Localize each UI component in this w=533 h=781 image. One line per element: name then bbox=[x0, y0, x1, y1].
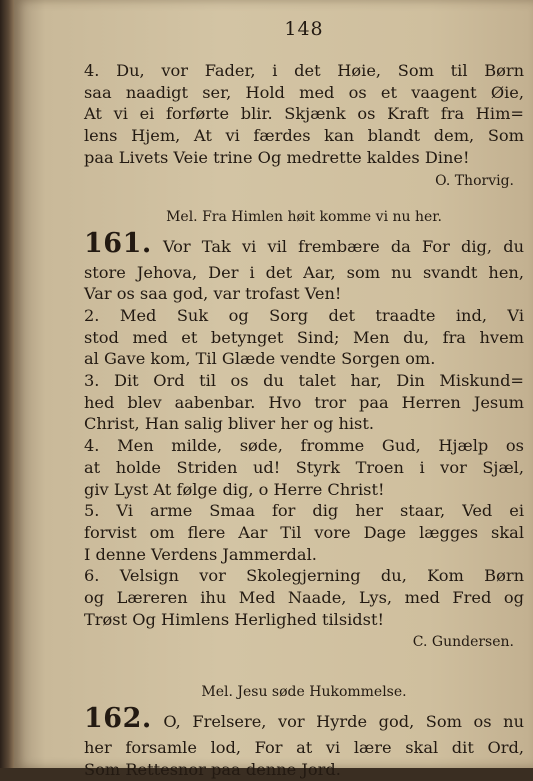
hymn-162 bbox=[84, 680, 524, 780]
verse-line: Christ, Han salig bliver her og hist. bbox=[84, 414, 375, 434]
verse-line: hed blev aabenbar. Hvo tror paa Herren Jesum bbox=[84, 392, 524, 412]
author-signature: C. Gundersen. bbox=[412, 634, 514, 651]
verse-line: Var os saa god, var trofast Ven! bbox=[84, 284, 342, 304]
hymn-number: 162. bbox=[84, 703, 152, 735]
melody-note: Mel. Jesu søde Hukommelse. bbox=[201, 684, 407, 701]
verse-line: 4. Men milde, søde, fromme Gud, Hjælp os bbox=[84, 436, 524, 456]
verse-line: 3. Dit Ord til os du talet har, Din Miskund= bbox=[84, 371, 524, 391]
verse-line: Som Rettesnor paa denne Jord. bbox=[84, 760, 341, 780]
verse-line: forvist om flere Aar Til vore Dage lægges skal bbox=[84, 522, 524, 542]
verse-line: her forsamle lod, For at vi lære skal dit Ord, bbox=[84, 738, 524, 758]
verse-line: 4. Du, vor Fader, i det Høie, Som til Børn bbox=[84, 61, 524, 80]
verse-line: At vi ei forførte blir. Skjænk os Kraft fra Him= bbox=[84, 104, 524, 124]
hymn-first-line bbox=[84, 704, 524, 737]
melody-note: Mel. Fra Himlen høit komme vi nu her. bbox=[166, 208, 442, 225]
page-number: 148 bbox=[284, 18, 324, 40]
verse-line: saa naadigt ser, Hold med os et vaagent Øie, bbox=[84, 82, 524, 102]
verse-line: store Jehova, Der i det Aar, som nu svandt hen, bbox=[84, 262, 524, 282]
verse-line: paa Livets Veie trine Og medrette kaldes Dine! bbox=[84, 147, 470, 167]
book-spine bbox=[0, 0, 14, 768]
book-page bbox=[14, 0, 533, 780]
verse-line: giv Lyst At følge dig, o Herre Christ! bbox=[84, 479, 385, 499]
hymn-number: 161. bbox=[84, 227, 152, 259]
verse-line: stod med et betynget Sind; Men du, fra hvem bbox=[84, 327, 524, 347]
verse-line: lens Hjem, At vi færdes kan blandt dem, Som bbox=[84, 126, 524, 146]
hymn-161 bbox=[84, 205, 524, 655]
author-signature: O. Thorvig. bbox=[435, 172, 514, 189]
verse-line: at holde Striden ud! Styrk Troen i vor Sjæl, bbox=[84, 457, 524, 477]
first-line-text: O, Frelsere, vor Hyrde god, Som os nu bbox=[163, 712, 524, 732]
verse-line: 6. Velsign vor Skolegjerning du, Kom Børn bbox=[84, 566, 524, 586]
hymn-verse-block bbox=[84, 60, 524, 193]
hymn-first-line bbox=[84, 229, 524, 262]
verse-line: og Læreren ihu Med Naade, Lys, med Fred og bbox=[84, 588, 524, 608]
verse-line: al Gave kom, Til Glæde vendte Sorgen om. bbox=[84, 349, 436, 369]
verse-line: Trøst Og Himlens Herlighed tilsidst! bbox=[84, 609, 384, 629]
first-line-text: Vor Tak vi vil frembære da For dig, du bbox=[162, 236, 524, 256]
verse-line: 2. Med Suk og Sorg det traadte ind, Vi bbox=[84, 305, 524, 325]
page-content bbox=[84, 18, 524, 781]
verse-line: 5. Vi arme Smaa for dig her staar, Ved ei bbox=[84, 501, 524, 521]
verse-line: I denne Verdens Jammerdal. bbox=[84, 544, 317, 564]
